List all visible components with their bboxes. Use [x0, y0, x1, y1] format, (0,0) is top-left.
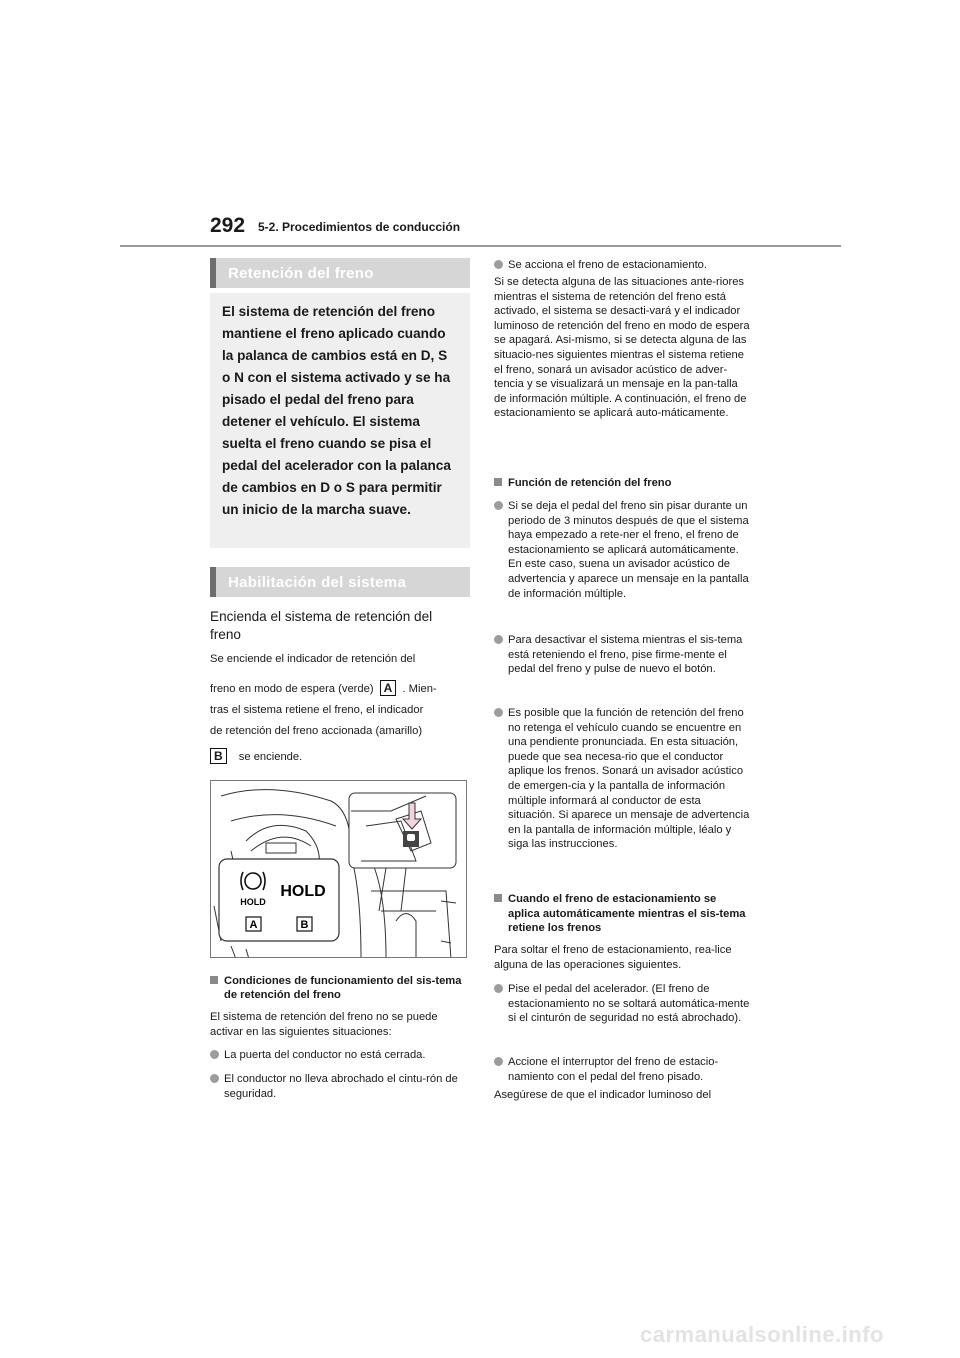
right-bullet-6-text: Accione el interruptor del freno de estacio-namiento con el pedal del freno pisado.	[508, 1056, 719, 1083]
bullet-dot-icon	[494, 260, 503, 269]
square-bullet-icon	[494, 894, 502, 902]
bullet-dot-icon	[210, 1074, 219, 1083]
conditions-text: El sistema de retención del freno no se puede activar en las siguientes situaciones:	[210, 1011, 438, 1038]
right-paragraph-3: Asegúrese de que el indicador luminoso del	[494, 1089, 712, 1101]
intro-box: El sistema de retención del freno mantiene el freno aplicado cuando la palanca de cambios está en D, S o N con el sistema activado y se ha pisado el pedal del freno para detener el vehículo. El sistema suelta el freno cuando se pisa el pedal del acelerador con la palanca de cambios en D o S para permitir un inicio de la marcha suave.	[210, 293, 470, 548]
dashboard-illustration	[210, 780, 467, 958]
callout-a: A	[249, 919, 258, 931]
right-heading-2-text: Cuando el freno de estacionamiento se aplica automáticamente mientras el sis-tema retiene los frenos	[508, 893, 746, 935]
hold-text-indicator: HOLD	[280, 883, 326, 900]
callout-b: B	[300, 919, 309, 931]
right-bullet-2-text: Si se deja el pedal del freno sin pisar durante un periodo de 3 minutos después de que el sistema haya empezado a rete-ner el freno, el freno de estacionamiento se aplicará automáticamente. En este caso, suena un avisador acústico de advertencia y aparece un mensaje en la pantalla de información múltiple.	[508, 500, 749, 600]
indicator-line-2-end: . Mien-	[402, 683, 437, 695]
conditions-heading-text: Condiciones de funcionamiento del sis-tema de retención del freno	[224, 975, 462, 1001]
bullet-dot-icon	[494, 1057, 503, 1066]
indicator-line-5	[210, 748, 302, 765]
indicator-line-5-text: se enciende.	[238, 751, 303, 763]
bullet-dot-icon	[494, 708, 503, 717]
step-text	[210, 608, 432, 644]
right-paragraph-2: Para soltar el freno de estacionamiento, rea-lice alguna de las operaciones siguientes.	[494, 944, 732, 971]
indicator-line-2	[210, 680, 437, 697]
indicator-line-2-text: freno en modo de espera (verde)	[210, 683, 374, 695]
indicator-line-4: de retención del freno accionada (amarillo)	[210, 725, 423, 737]
bullet-dot-icon	[210, 1050, 219, 1059]
section-title: 5-2. Procedimientos de conducción	[258, 220, 461, 234]
right-bullet-4-text: Es posible que la función de retención del freno no retenga el vehículo cuando se encuentre en una pendiente pronunciada. En esta situación, puede que sea necesa-rio que el conductor aplique los frenos. Sonará un avisador acústico de emergen-cia y la pantalla de información múltiple informará al conductor de esta situación. Si aparece un mensaje de advertencia en la pantalla de información múltiple, léalo y siga las instrucciones.	[508, 707, 750, 851]
right-heading-1-text: Función de retención del freno	[508, 477, 672, 489]
header-rule	[120, 245, 841, 247]
dashboard-drawing	[211, 781, 467, 958]
square-bullet-icon	[210, 976, 218, 984]
bullet-dot-icon	[494, 984, 503, 993]
heading-enable-system: Habilitación del sistema	[210, 567, 470, 597]
indicator-line-3: tras el sistema retiene el freno, el indicador	[210, 704, 424, 716]
bullet-dot-icon	[494, 635, 503, 644]
watermark: carmanualsonline.info	[640, 1322, 884, 1347]
page-number: 292	[210, 214, 246, 237]
right-bullet-3-text: Para desactivar el sistema mientras el sis-tema está reteniendo el freno, pise firme-mente el pedal del freno y pulse de nuevo el botón.	[508, 634, 743, 676]
conditions-bullet-1-text: La puerta del conductor no está cerrada.	[224, 1049, 426, 1061]
label-a-box: A	[380, 680, 397, 696]
indicator-line-1: Se enciende el indicador de retención del	[210, 653, 416, 665]
bullet-dot-icon	[494, 501, 503, 510]
hold-icon-caption: HOLD	[240, 897, 266, 907]
label-b-box: B	[210, 748, 227, 764]
step-line-2: freno	[210, 627, 241, 642]
right-bullet-1-text: Se acciona el freno de estacionamiento.	[508, 259, 708, 271]
right-bullet-5-text: Pise el pedal del acelerador. (El freno de estacionamiento no se soltará automática-mente si el cinturón de seguridad no está abrochado).	[508, 983, 750, 1025]
heading-brake-hold: Retención del freno	[210, 258, 470, 288]
conditions-bullet-2-text: El conductor no lleva abrochado el cintu-rón de seguridad.	[224, 1073, 458, 1100]
step-line-1: Encienda el sistema de retención del	[210, 609, 433, 624]
right-paragraph-1: Si se detecta alguna de las situaciones ante-riores mientras el sistema de retención del freno está activado, el sistema se desacti-vará y el indicador luminoso de retención del freno en modo de espera se apagará. Asi-mismo, si se detecta alguna de las situacio-nes siguientes mientras el sistema retiene el freno, sonará un avisador acústico de adver-tencia y se visualizará un mensaje en la pan-talla de información múltiple. A continuación, el freno de estacionamiento se aplicará auto-máticamente.	[494, 276, 750, 420]
square-bullet-icon	[494, 478, 502, 486]
